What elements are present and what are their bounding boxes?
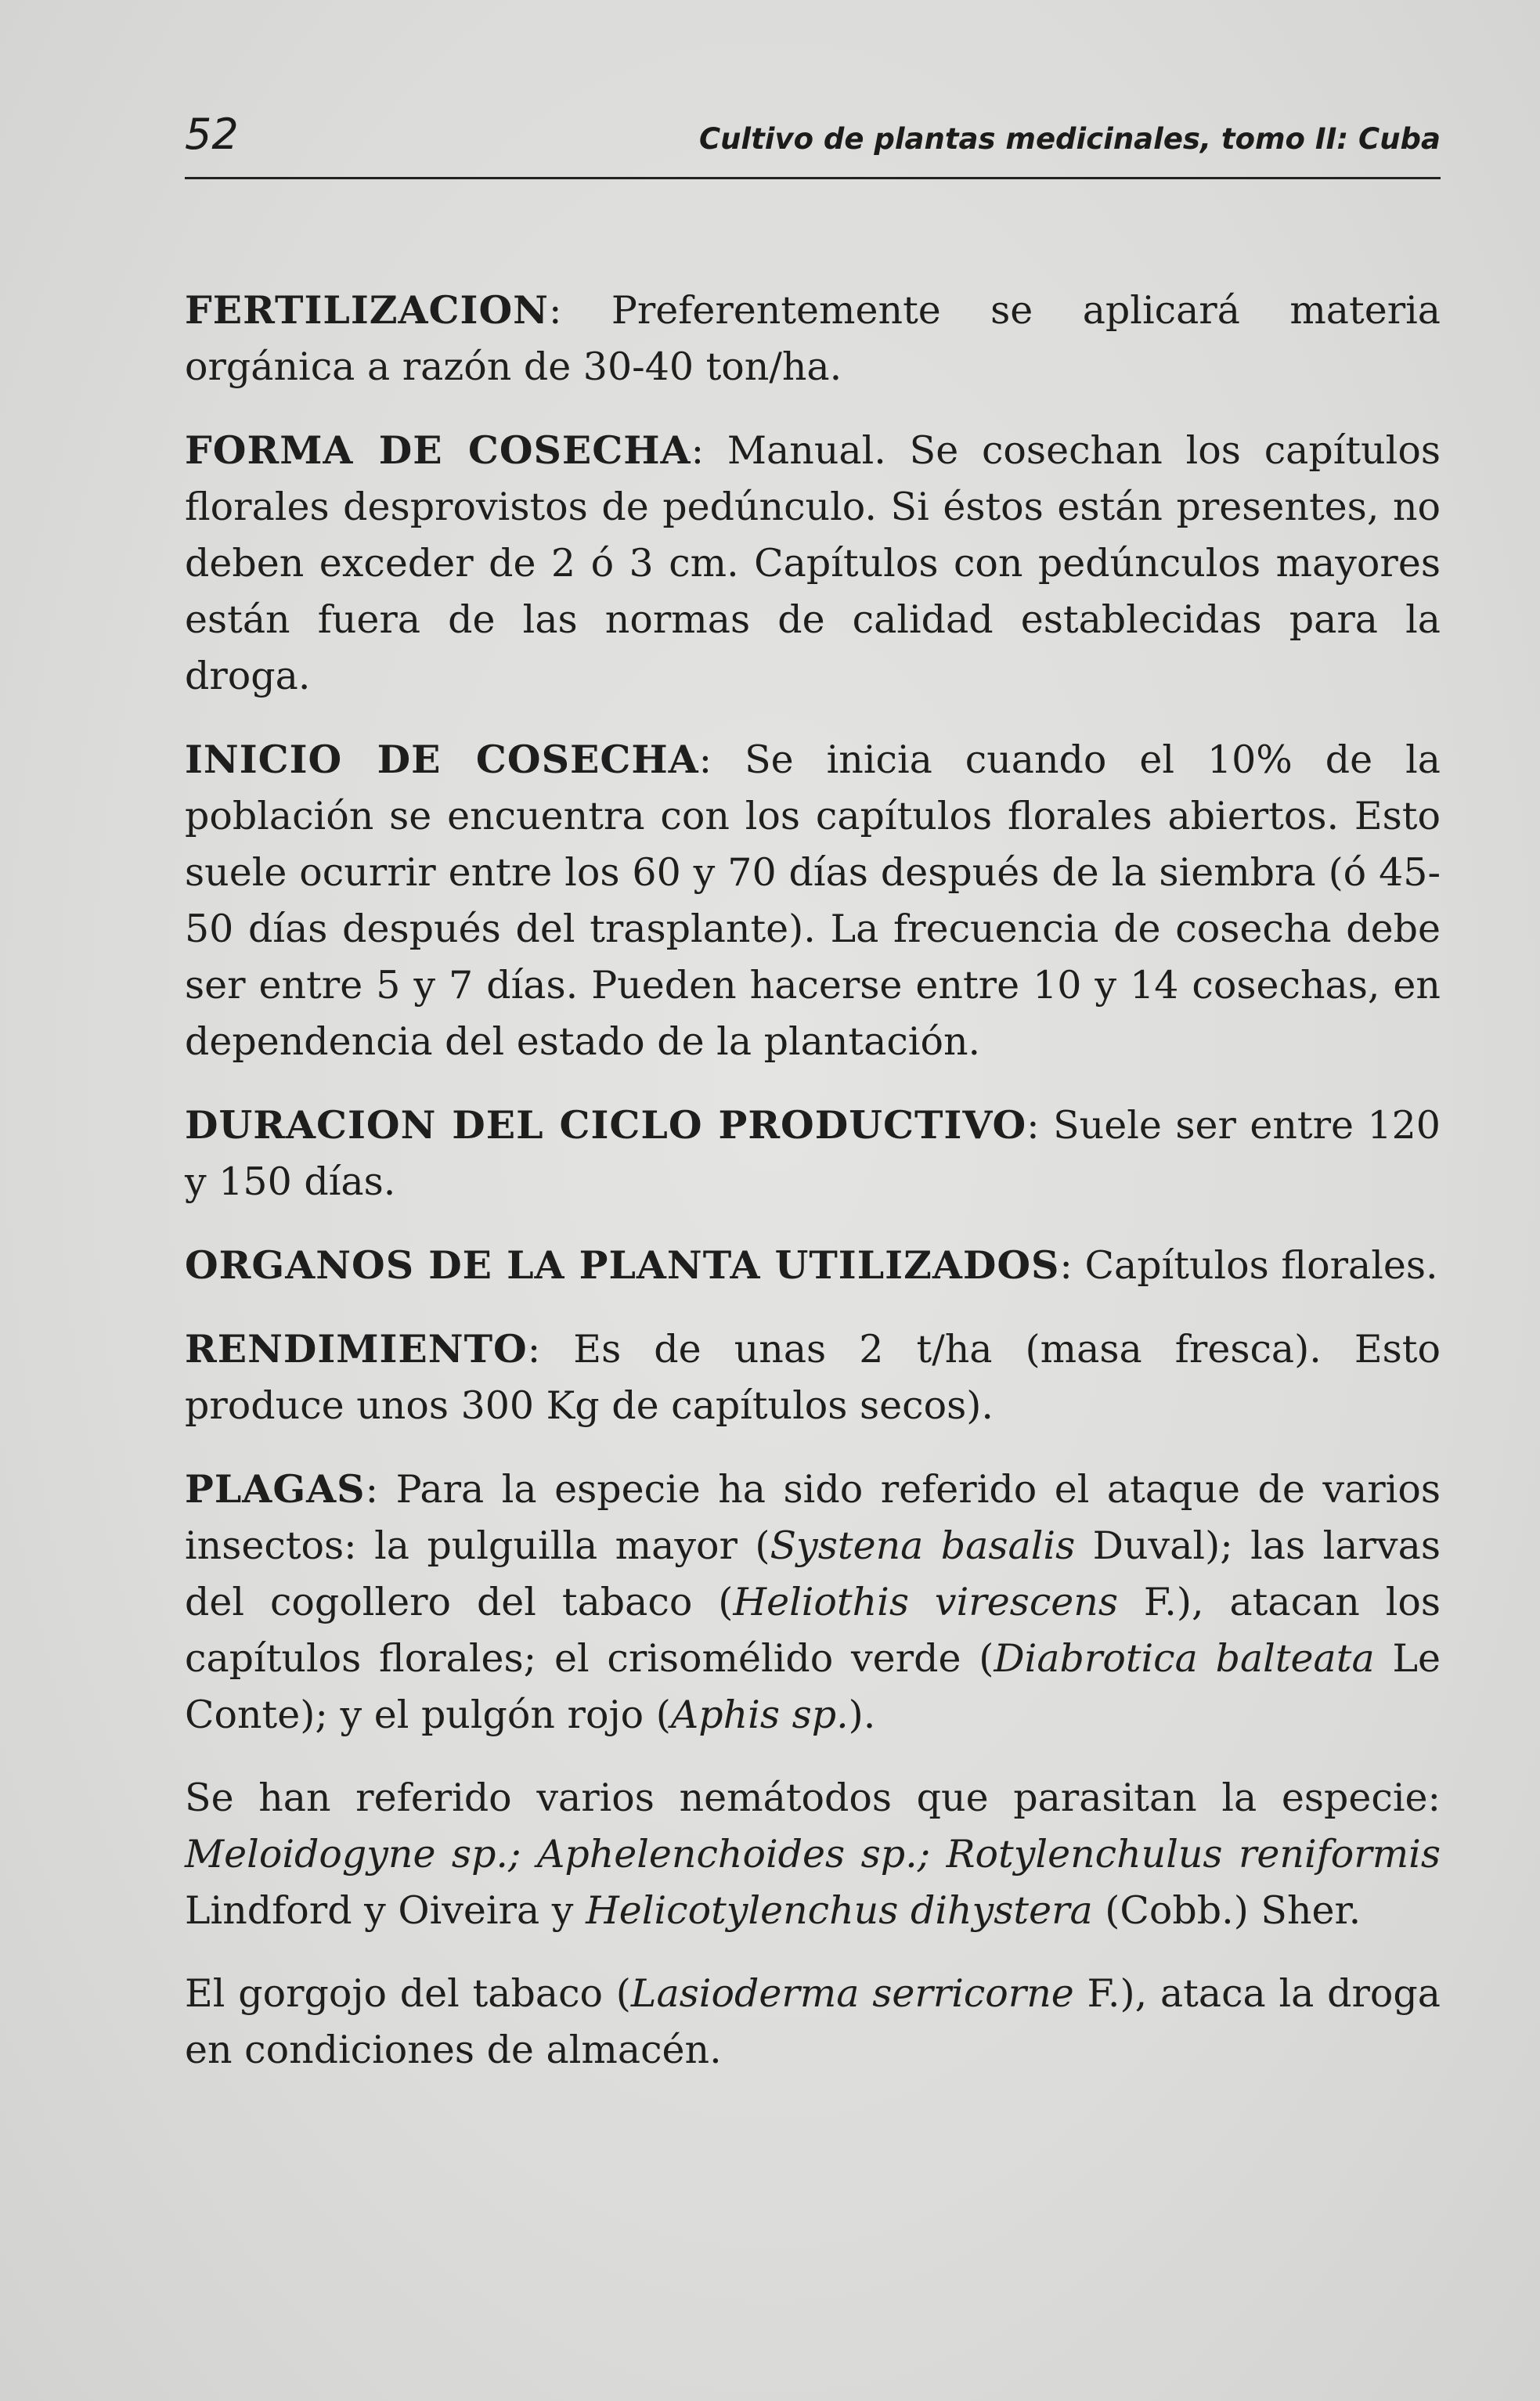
paragraph-duracion-ciclo (185, 1097, 1441, 1210)
text-run: F.), ataca la droga en condiciones de almacén. (185, 1971, 1441, 2072)
scientific-name: Aphis sp. (670, 1693, 849, 1737)
paragraph-organos-utilizados (185, 1237, 1441, 1294)
term-heading: INICIO DE COSECHA (185, 737, 699, 782)
text-run: : Para la especie ha sido referido el ataque de varios insectos: la pulguilla mayor ( (185, 1467, 1441, 1568)
paragraph-text: : Preferentemente se aplicará materia orgánica a razón de 30-40 ton/ha. (185, 288, 1441, 389)
scientific-name: Helicotylenchus dihystera (586, 1888, 1093, 1933)
text-run: El gorgojo del tabaco ( (185, 1971, 631, 2016)
paragraph-text: : Es de unas 2 t/ha (masa fresca). Esto produce unos 300 Kg de capítulos secos). (185, 1327, 1441, 1428)
scientific-name: Lasioderma serricorne (630, 1971, 1074, 2016)
page-number: 52 (185, 110, 239, 159)
paragraph-text: : Se inicia cuando el 10% de la población se encuentra con los capítulos florales abiertos. Esto suele ocurrir entre los 60 y 70 días después de la siembra (ó 45-50 días después del trasplante). La frecuencia de cosecha debe ser entre 5 y 7 días. Pueden hacerse entre 10 y 14 cosechas, en dependencia del estado de la plantación. (185, 737, 1441, 1064)
text-run: (Cobb.) Sher. (1092, 1888, 1361, 1933)
scientific-name: Diabrotica balteata (994, 1636, 1375, 1681)
paragraph-inicio-de-cosecha (185, 731, 1441, 1070)
paragraph-nematodos (185, 1770, 1441, 1939)
body-text (185, 282, 1441, 2105)
term-heading: FERTILIZACION (185, 287, 549, 333)
scientific-name: Heliothis virescens (733, 1580, 1118, 1624)
paragraph-text: : Capítulos florales. (1059, 1243, 1438, 1288)
text-run: Le Conte); y el pulgón rojo ( (185, 1636, 1441, 1737)
paragraph-text: : Suele ser entre 120 y 150 días. (185, 1103, 1441, 1204)
scientific-name: Systena basalis (770, 1523, 1076, 1568)
text-run: F.), atacan los capítulos florales; el crisomélido verde ( (185, 1580, 1441, 1681)
page-header (185, 110, 1441, 179)
paragraph-text: : Manual. Se cosechan los capítulos florales desprovistos de pedúnculo. Si éstos están presentes, no deben exceder de 2 ó 3 cm. Capítulos con pedúnculos mayores están fuera de las normas de calidad establecidas para la droga. (185, 428, 1441, 698)
running-title: Cultivo de plantas medicinales, tomo II: Cuba (698, 122, 1441, 156)
term-heading: ORGANOS DE LA PLANTA UTILIZADOS (185, 1242, 1060, 1288)
paragraph-plagas (185, 1461, 1441, 1743)
paragraph-gorgojo (185, 1966, 1441, 2078)
paragraph-forma-de-cosecha (185, 422, 1441, 705)
text-run: ). (848, 1693, 876, 1737)
term-heading: FORMA DE COSECHA (185, 427, 691, 473)
paragraph-fertilizacion (185, 282, 1441, 395)
scientific-name: Meloidogyne sp.; Aphelenchoides sp.; Rotylenchulus reniformis (185, 1832, 1441, 1876)
text-run: Lindford y Oiveira y (185, 1888, 586, 1933)
text-run: Se han referido varios nemátodos que parasitan la especie: (185, 1776, 1441, 1820)
text-run: Duval); las larvas del cogollero del tabaco ( (185, 1523, 1441, 1624)
paragraph-rendimiento (185, 1321, 1441, 1434)
term-heading: PLAGAS (185, 1466, 366, 1512)
term-heading: DURACION DEL CICLO PRODUCTIVO (185, 1102, 1027, 1148)
term-heading: RENDIMIENTO (185, 1326, 528, 1372)
